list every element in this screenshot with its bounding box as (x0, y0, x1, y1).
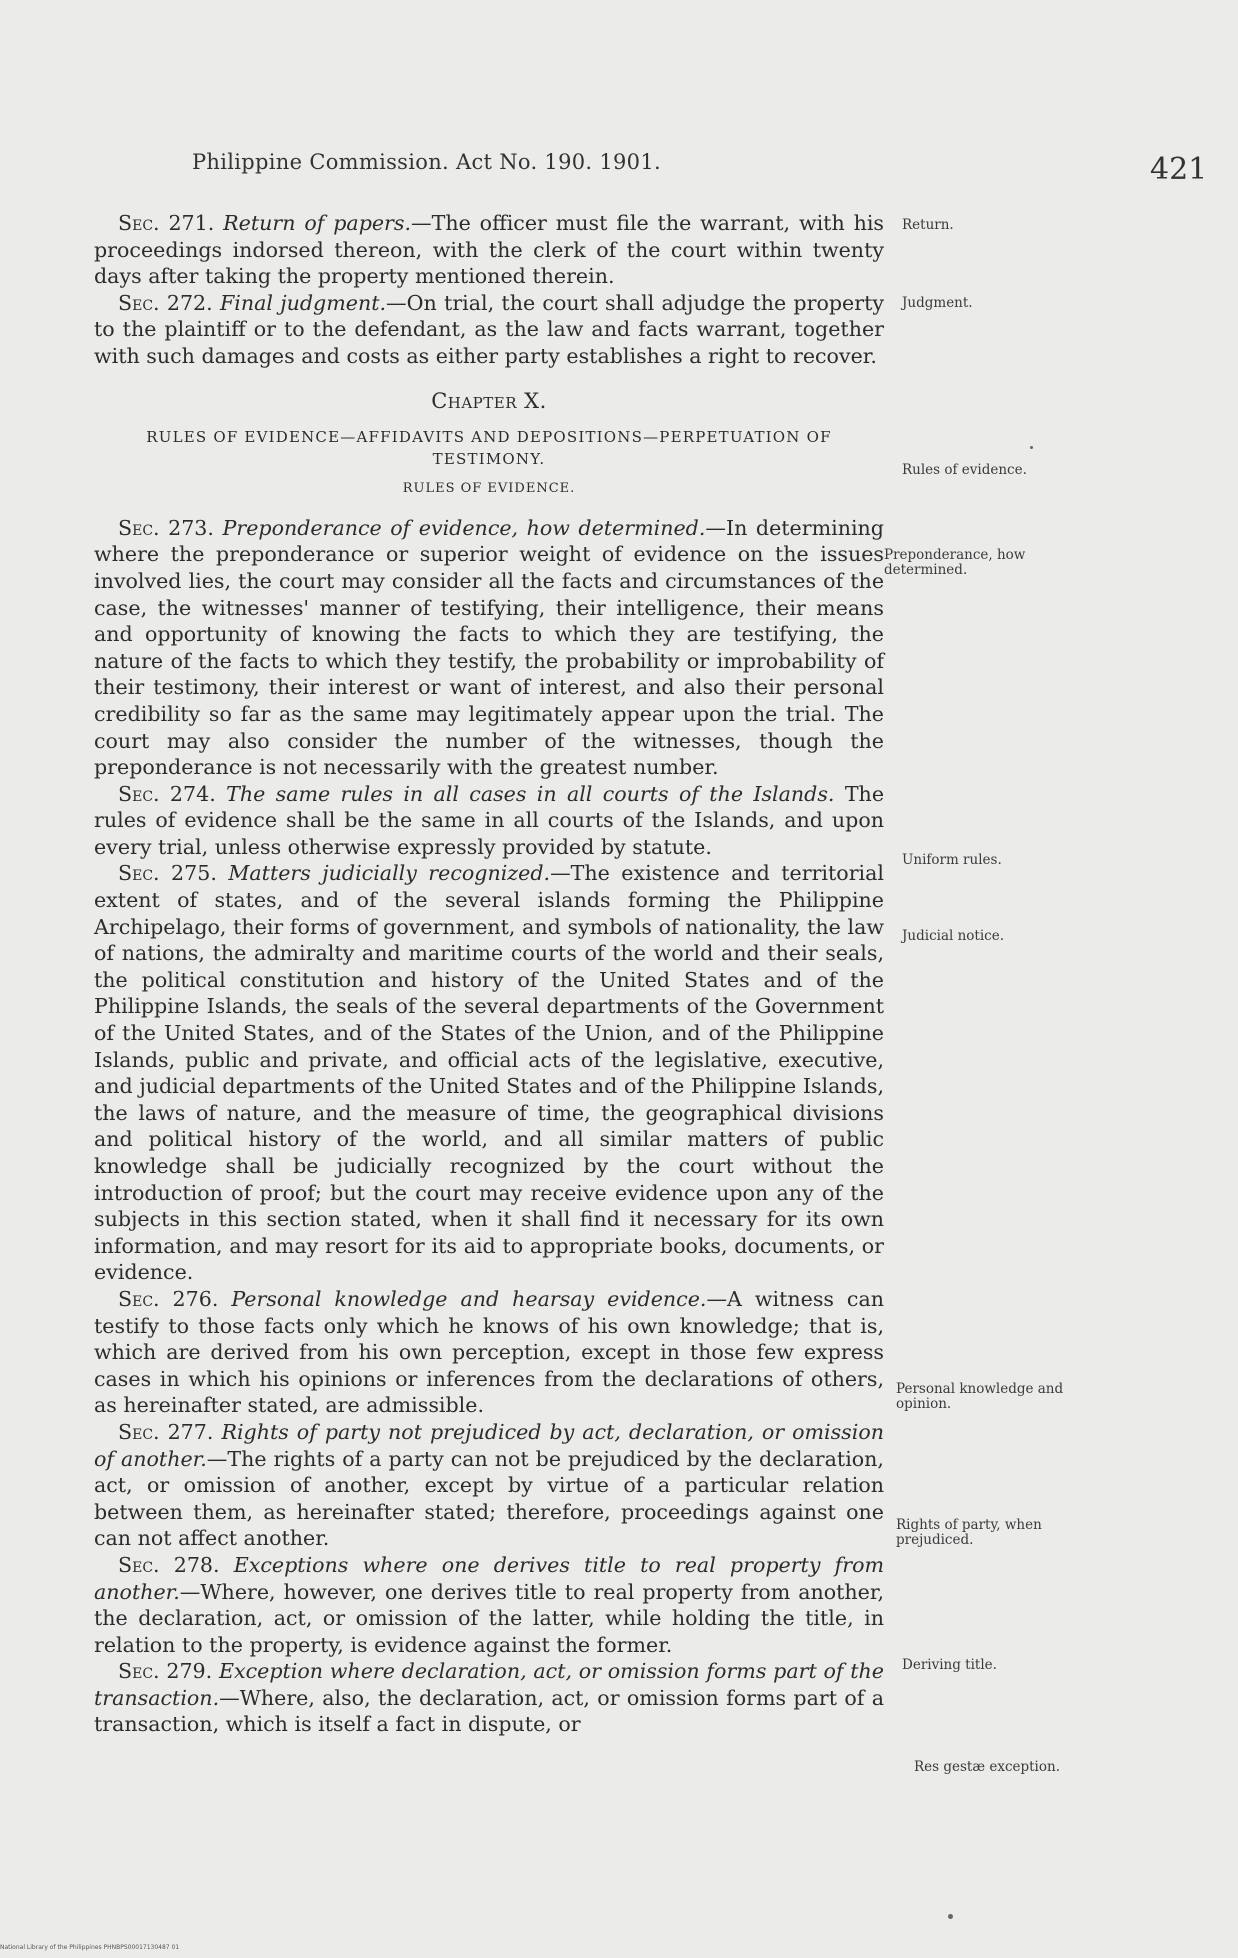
section-text: —Where, also, the declaration, act, or omission forms part of a transaction, which is itself a fact in dispute, or (94, 1685, 884, 1737)
section-label: Sec. 276. (118, 1286, 219, 1311)
section-text: —A witness can testify to those facts only which he knows of his own knowledge; that is, which are derived from his own perception, except in those few express cases in which his opinions or inferences from the declarations of others, as hereinafter stated, are admissible. (94, 1286, 884, 1418)
section-label: Sec. 271. (118, 211, 215, 235)
section-278 (94, 1552, 884, 1658)
chapter-subject: RULES OF EVIDENCE—AFFIDAVITS AND DEPOSITIONS—PERPETUATION OF TESTIMONY. (146, 428, 832, 469)
section-title: Return of papers. (223, 211, 412, 235)
section-text: —On trial, the court shall adjudge the property to the plaintiff or to the defendant, as the law and facts warrant, together with such damages and costs as either party establishes a right to recover. (94, 290, 884, 368)
section-text: —The existence and territorial extent of states, and of the several islands forming the Philippine Archipelago, their forms of government, and symbols of nationality, the law of nations, the admiralty and maritime courts of the world and their seals, the political constitution and history of the United States and of the Philippine Islands, the seals of the several departments of the Government of the United States, and of the States of the Union, and of the Philippine Islands, public and private, and official acts of the legislative, executive, and judicial departments of the United States and of the Philippine Islands, the laws of nature, and the measure of time, the geographical divisions and political history of the world, and all similar matters of public knowledge shall be judicially recognized by the court without the introduction of proof; but the court may receive evidence upon any of the subjects in this section stated, when it shall find it necessary for its own information, and may resort for its aid to appropriate books, documents, or evidence. (94, 861, 884, 1285)
section-273 (94, 515, 884, 781)
section-title: Exception where declaration, act, or omission forms part of the transaction. (94, 1659, 884, 1710)
margin-note-judgment: Judgment. (902, 295, 973, 311)
library-stamp: National Library of the Philippines PHNBPS00017130487 01 (0, 1944, 180, 1951)
chapter-heading: Chapter X. (431, 388, 547, 413)
scan-speck (948, 1914, 953, 1919)
section-title: The same rules in all cases in all courts of the Islands. (226, 781, 835, 806)
margin-note-return: Return. (902, 217, 954, 233)
body-text (94, 210, 884, 1738)
margin-note-rules-of-evidence: Rules of evidence. (902, 462, 1027, 478)
scan-speck (1030, 446, 1033, 449)
section-title: Rights of party not prejudiced by act, declaration, or omission of another. (94, 1419, 884, 1471)
section-label: Sec. 274. (118, 781, 216, 806)
section-label: Sec. 272. (118, 290, 213, 315)
section-276 (94, 1286, 884, 1419)
margin-note-deriving-title: Deriving title. (902, 1657, 997, 1673)
margin-note-rights-of-party: Rights of party, when prejudiced. (896, 1517, 1042, 1548)
margin-note-judicial-notice: Judicial notice. (902, 928, 1005, 944)
section-text: —Where, however, one derives title to real property from another, the declaration, act, or omission of the latter, while holding the title, in relation to the property, is evidence against the former. (94, 1579, 884, 1657)
section-label: Sec. 279. (118, 1659, 213, 1684)
section-text: The rules of evidence shall be the same in all courts of the Islands, and upon every trial, unless otherwise expressly provided by statute. (94, 781, 885, 859)
section-271 (94, 210, 884, 290)
section-text: —The officer must file the warrant, with his proceedings indorsed thereon, with the clerk of the court within twenty days after taking the property mentioned therein. (94, 211, 884, 289)
section-279 (94, 1658, 884, 1738)
running-head: Philippine Commission. Act No. 190. 1901. (192, 150, 661, 174)
margin-note-res-gestae: Res gestæ exception. (914, 1759, 1060, 1775)
section-title: Personal knowledge and hearsay evidence. (231, 1286, 707, 1311)
section-label: Sec. 277. (118, 1419, 214, 1444)
margin-note-personal-knowledge: Personal knowledge and opinion. (896, 1381, 1064, 1412)
section-label: Sec. 278. (118, 1552, 220, 1577)
section-274 (94, 781, 884, 861)
section-277 (94, 1419, 884, 1552)
section-text: —The rights of a party can not be prejudiced by the declaration, act, or omission of another, except by virtue of a particular relation between them, as hereinafter stated; therefore, proceedings against one can not affect another. (94, 1446, 884, 1551)
margin-note-preponderance: Preponderance, how determined. (884, 547, 1026, 578)
section-label: Sec. 275. (118, 861, 217, 886)
page-number: 421 (1150, 152, 1208, 187)
section-title: Preponderance of evidence, how determined. (222, 515, 706, 540)
margin-note-uniform-rules: Uniform rules. (902, 852, 1002, 868)
section-title: Matters judicially recognized. (228, 861, 551, 886)
subheading-rules-of-evidence: RULES OF EVIDENCE. (402, 481, 576, 497)
section-272 (94, 290, 884, 370)
section-title: Final judgment. (219, 290, 387, 315)
section-title: Exceptions where one derives title to real property from another. (94, 1552, 884, 1604)
section-text: —In determining where the preponderance or superior weight of evidence on the issues involved lies, the court may consider all the facts and circumstances of the case, the witnesses' manner of testifying, their intelligence, their means and opportunity of knowing the facts to which they are testifying, the nature of the facts to which they testify, the probability or improbability of their testimony, their interest or want of interest, and also their personal credibility so far as the same may legitimately appear upon the trial. The court may also consider the number of the witnesses, though the preponderance is not necessarily with the greatest number. (94, 515, 884, 780)
section-label: Sec. 273. (118, 515, 214, 540)
section-275 (94, 860, 884, 1286)
